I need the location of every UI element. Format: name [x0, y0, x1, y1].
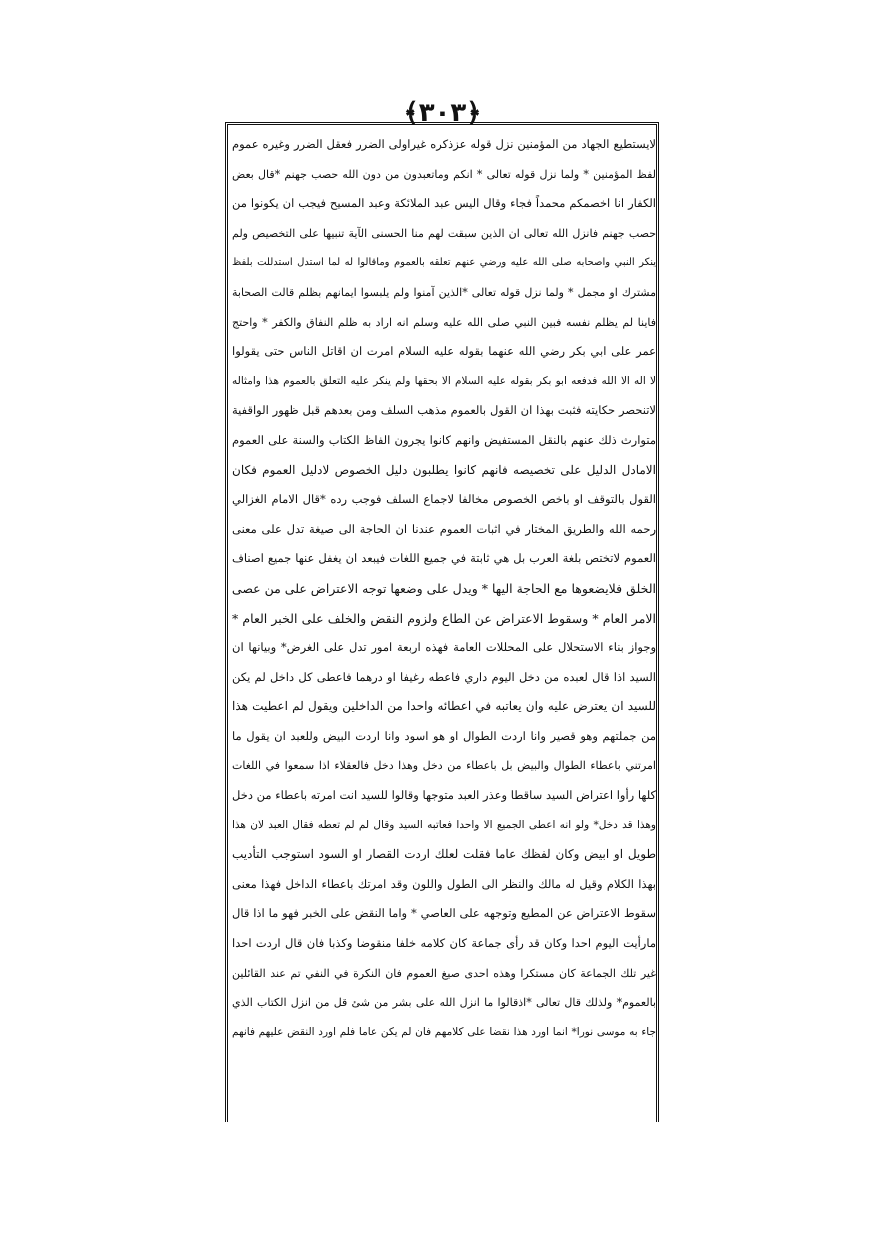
text-line: رحمه الله والطريق المختار في اثبات العموم عندنا ان الحاجة الى صيغة تدل على معنى	[232, 521, 656, 536]
text-line: فاينا لم يظلم نفسه فبين النبي صلى الله عليه وسلم انه اراد به ظلم النفاق والكفر * واحتج	[232, 315, 656, 329]
text-line: القول بالتوقف او باخص الخصوص مخالفا لاجماع السلف فوجب رده *قال الامام الغزالي	[232, 492, 656, 507]
text-line: وجواز بناء الاستحلال على المحللات العامة فهذه اربعة امور تدل على الغرض* وبيانها ان	[232, 640, 656, 655]
text-line: متوارث ذلك عنهم بالنقل المستفيض وانهم كانوا يجرون الفاظ الكتاب والسنة على العموم	[232, 432, 656, 447]
text-line: مارأيت اليوم احدا وكان قد رأى جماعة كان كلامه خلفا منقوضا وكذبا فان قال اردت احدا	[232, 936, 656, 951]
text-line: الامر العام * وسقوط الاعتراض عن الطاع ولزوم النقض والخلف على الخبر العام *	[232, 610, 656, 626]
text-line: وهذا قد دخل* ولو انه اعطى الجميع الا واحدا فعاتبه السيد وقال لم لم تعطه فقال العبد لان هذا	[232, 818, 656, 831]
page-number: ﴿٣٠٣﴾	[403, 98, 482, 128]
text-line: السيد اذا قال لعبده من دخل اليوم داري فاعطه رغيفا او درهما فاعطى كل داخل لم يكن	[232, 669, 656, 684]
main-text	[232, 130, 656, 1047]
text-line: عمر على ابي بكر رضي الله عنهما بقوله عليه السلام امرت ان اقاتل الناس حتى يقولوا	[232, 344, 656, 359]
text-line: الكفار انا اخصمكم محمداً فجاء وقال اليس عبد الملائكة وعبد المسيح فيجب ان يكونوا من	[232, 196, 656, 211]
text-line: سقوط الاعتراض عن المطيع وتوجهه على العاصي * واما النقض على الخبر فهو ما اذا قال	[232, 906, 656, 921]
text-line: حصب جهنم فانزل الله تعالى ان الذين سبقت لهم منا الحسنى الآية تنبيها على التخصيص ولم	[232, 226, 656, 240]
text-line: لا اله الا الله فدفعه ابو بكر بقوله عليه السلام الا بحقها ولم ينكر عليه التعلق بالعموم هذا وامثاله	[232, 374, 656, 387]
text-line: لفظ المؤمنين * ولما نزل قوله تعالى * انكم وماتعبدون من دون الله حصب جهنم *قال بعض	[232, 167, 656, 181]
text-line: الخلق فلايضعوها مع الحاجة اليها * ويدل على وضعها توجه الاعتراض على من عصى	[232, 580, 656, 596]
text-line: امرتني باعطاء الطوال والبيض بل باعطاء من دخل وهذا دخل فالعقلاء اذا سمعوا في اللغات	[232, 759, 656, 773]
text-line: غير تلك الجماعة كان مستكرا وهذه احدى صيغ العموم فان النكرة في النفي تم عند القائلين	[232, 966, 656, 980]
text-line: لايستطيع الجهاد من المؤمنين نزل قوله عزذكره غيراولى الضرر فعقل الضرر وغيره عموم	[232, 137, 656, 151]
text-line: مشترك او مجمل * ولما نزل قوله تعالى *الذين آمنوا ولم يلبسوا ايمانهم بظلم قالت الصحابة	[232, 285, 656, 299]
text-line: جاء به موسى نورا* انما اورد هذا نقضا على كلامهم فان لم يكن عاما فلم اورد النقض عليهم فانهم	[232, 1025, 656, 1038]
text-line: طويل او ابيض وكان لفظك عاما فقلت لعلك اردت القصار او السود استوجب التأديب	[232, 847, 656, 862]
text-line: الامادل الدليل على تخصيصه فانهم كانوا يطلبون دليل الخصوص لادليل العموم فكان	[232, 462, 656, 477]
text-line: من جملتهم وهو قصير وانا اردت الطوال او هو اسود وانا اردت البيض وللعبد ان يقول ما	[232, 728, 656, 743]
text-line: كلها رأوا اعتراض السيد ساقطا وعذر العبد متوجها وقالوا للسيد انت امرته باعطاء من دخل	[232, 788, 656, 803]
text-line: بهذا الكلام وقيل له مالك والنظر الى الطول واللون وقد امرتك باعطاء الداخل فهذا معنى	[232, 876, 656, 891]
text-line: ينكر النبي واصحابه صلى الله عليه ورضي عنهم تعلقه بالعموم وماقالوا له لما استدل استدللت بلفظ	[232, 257, 656, 269]
text-line: لاتنحصر حكايته فثبت بهذا ان القول بالعموم مذهب السلف ومن بعدهم قبل ظهور الواقفية	[232, 403, 656, 418]
text-line: العموم لاتختص بلغة العرب بل هي ثابتة في جميع اللغات فيبعد ان يغفل عنها جميع اصناف	[232, 551, 656, 566]
text-line: للسيد ان يعترض عليه وان يعاتبه في اعطائه واحدا من الداخلين ويقول لم اعطيت هذا	[232, 699, 656, 714]
text-line: بالعموم* ولذلك قال تعالى *اذقالوا ما انزل الله على بشر من شئ قل من انزل الكتاب الذي	[232, 996, 656, 1010]
